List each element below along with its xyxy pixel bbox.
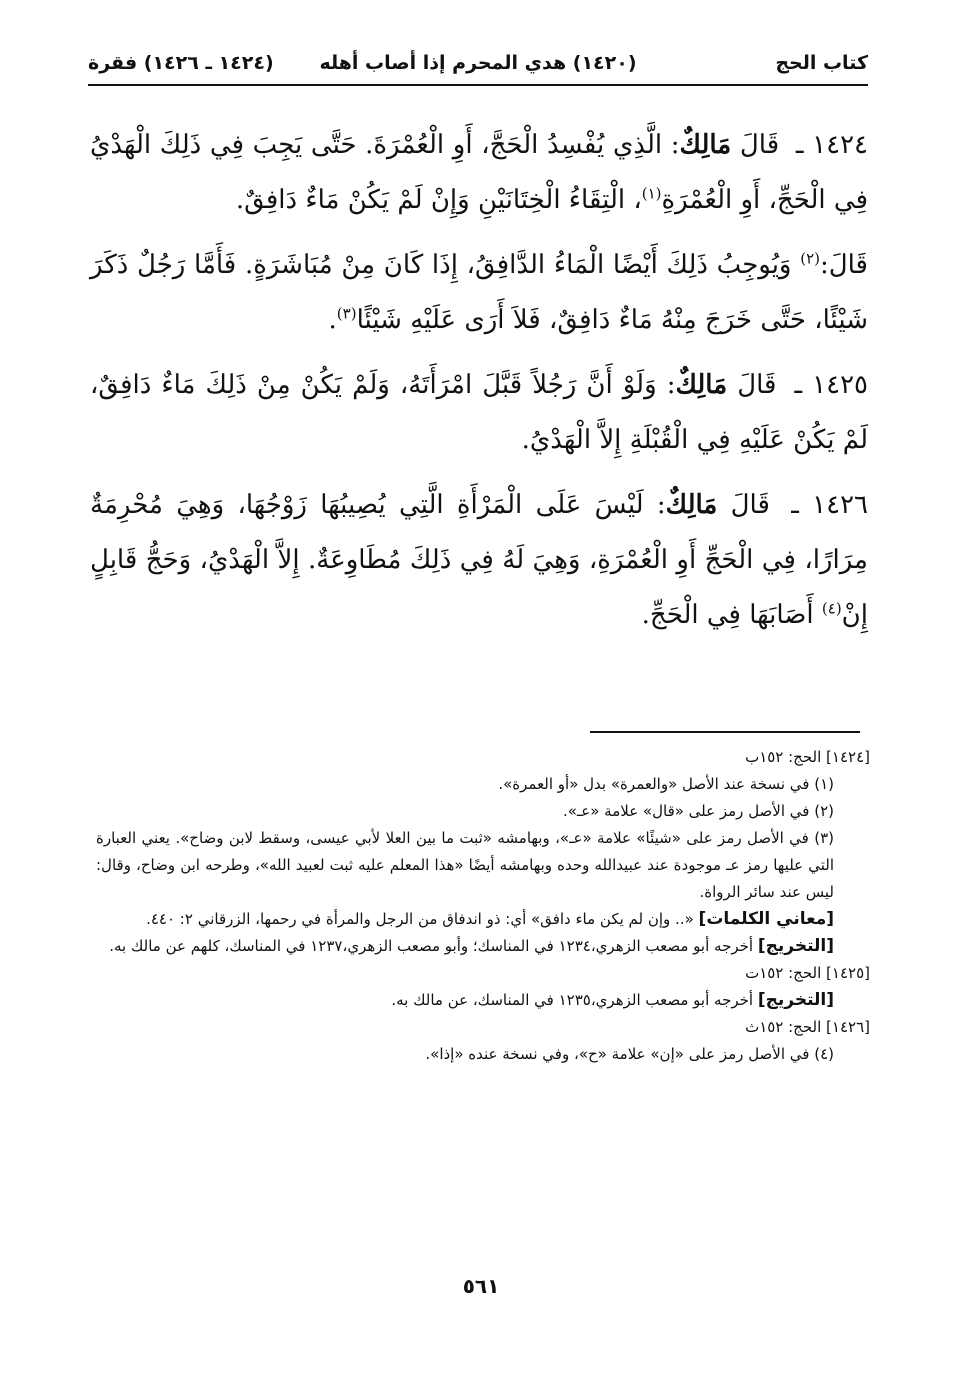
lead-word: قَالَ	[737, 370, 777, 400]
footnote-divider	[590, 731, 860, 733]
paragraph-number: ١٤٢٦ ـ	[791, 490, 868, 520]
paragraph-tail: ، الْتِقَاءُ الْخِتَانَيْنِ وَإِنْ لَمْ يَكُنْ مَاءٌ دَافِقٌ.	[235, 185, 642, 215]
paragraph-1424	[90, 118, 868, 228]
takhrij-label: [التخريج]	[757, 936, 834, 956]
chapter-title: (١٤٢٠) هدي المحرم إذا أصاب أهله	[319, 52, 637, 74]
footnote-4: (٤) في الأصل رمز على «إن» علامة «ح»، وفي نسخة عنده «إذا».	[425, 1045, 834, 1063]
speaker-name: مَالِكٌ	[665, 490, 718, 520]
paragraph-number: ١٤٢٤ ـ	[795, 130, 868, 160]
takhrij-text: أخرجه أبو مصعب الزهري،١٢٣٤ في المناسك؛ وأبو مصعب الزهري،١٢٣٧ في المناسك، كلهم عن مالك به.	[109, 937, 758, 955]
paragraph-body: : لَيْسَ عَلَى الْمَرْأَةِ الَّتِي يُصِيبُهَا زَوْجُهَا، وَهِيَ مُحْرِمَةٌ مِرَارًا، فِي الْحَجِّ أَوِ الْعُمْرَةِ، وَهِيَ لَهُ فِي ذَلِكَ مُطَاوِعَةٌ. إِلاَّ الْهَدْيُ، وَحَجُّ قَابِلٍ إِنْ	[90, 490, 868, 630]
footnote-marker: (٤)	[821, 599, 842, 618]
source-reference-1425: [١٤٢٥] الحج: ١٥٢ت	[745, 964, 870, 982]
footnote-marker: (٣)	[336, 304, 357, 323]
page-number: ٥٦١	[462, 1274, 500, 1298]
speaker-name: مَالِكٌ	[679, 130, 732, 160]
book-title: كتاب الحج	[775, 52, 868, 74]
lead-word: قَالَ	[730, 490, 770, 520]
word-meanings-label: [معاني الكلمات]	[698, 909, 834, 929]
paragraph-1425	[90, 358, 868, 468]
paragraph-number: ١٤٢٥ ـ	[794, 370, 868, 400]
source-reference-1424: [١٤٢٤] الحج: ١٥٢ب	[745, 748, 870, 766]
paragraph-body: : الَّذِي يُفْسِدُ الْحَجَّ، أَوِ الْعُمْرَةَ. حَتَّى يَجِبَ فِي ذَلِكَ الْهَدْيُ فِي الْحَجِّ، أَوِ الْعُمْرَةِ	[90, 130, 868, 215]
source-reference-1426: [١٤٢٦] الحج: ١٥٢ث	[745, 1018, 870, 1036]
footnote-1: (١) في نسخة عند الأصل «والعمرة» بدل «أو العمرة».	[498, 775, 834, 793]
paragraph-body: : وَلَوْ أَنَّ رَجُلاً قَبَّلَ امْرَأَتَهُ، وَلَمْ يَكُنْ مِنْ ذَلِكَ مَاءٌ دَافِقٌ، لَمْ يَكُنْ عَلَيْهِ فِي الْقُبْلَةِ إِلاَّ الْهَدْيُ.	[90, 370, 868, 455]
takhrij-text: أخرجه أبو مصعب الزهري،١٢٣٥ في المناسك، عن مالك به.	[391, 991, 758, 1009]
lead-word: قَالَ:	[819, 250, 868, 280]
footnote-marker: (١)	[641, 184, 662, 203]
takhrij-1425	[96, 987, 834, 1014]
footnote-marker: (٢)	[800, 249, 820, 268]
word-meanings	[96, 906, 834, 933]
paragraph-1424-continued	[90, 238, 868, 348]
main-text	[90, 118, 868, 653]
apparatus	[96, 744, 870, 1068]
running-header	[88, 44, 868, 86]
paragraph-range: (١٤٢٤ ـ ١٤٢٦) فقرة	[88, 52, 274, 74]
lead-word: قَالَ	[739, 130, 780, 160]
word-meanings-text: «.. وإن لم يكن ماء دافق» أي: ذو اندفاق من الرجل والمرأة في رحمها، الزرقاني ٢: ٤٤٠.	[146, 910, 699, 928]
takhrij-1424	[96, 933, 834, 960]
takhrij-label: [التخريج]	[757, 990, 834, 1010]
footnote-2: (٢) في الأصل رمز على «قال» علامة «عـ».	[562, 802, 834, 820]
paragraph-1426	[90, 478, 868, 643]
paragraph-body: وَيُوجِبُ ذَلِكَ أَيْضًا الْمَاءُ الدَّافِقُ، إِذَا كَانَ مِنْ مُبَاشَرَةٍ. فَأَمَّا رَجُلٌ ذَكَرَ شَيْئًا، حَتَّى خَرَجَ مِنْهُ مَاءٌ دَافِقٌ، فَلاَ أَرَى عَلَيْهِ شَيْئًا	[90, 250, 868, 335]
footnote-3: (٣) في الأصل رمز على «شيئًا» علامة «عـ»، وبهامشه «ثبت ما بين العلا لأبي عيسى، وسقط لابن وضاح». يعني العبارة التي عليها رمز عـ موجودة عند عبيدالله وحده وبهامشه أيضًا «هذا المعلم عليه ثبت لعبيد الله»، وطرحه ابن وضاح، وقال: ليس عند سائر الرواة.	[96, 829, 834, 901]
speaker-name: مَالِكٌ	[675, 370, 728, 400]
paragraph-tail: .	[328, 305, 337, 335]
paragraph-tail: أَصَابَهَا فِي الْحَجِّ.	[641, 600, 822, 630]
